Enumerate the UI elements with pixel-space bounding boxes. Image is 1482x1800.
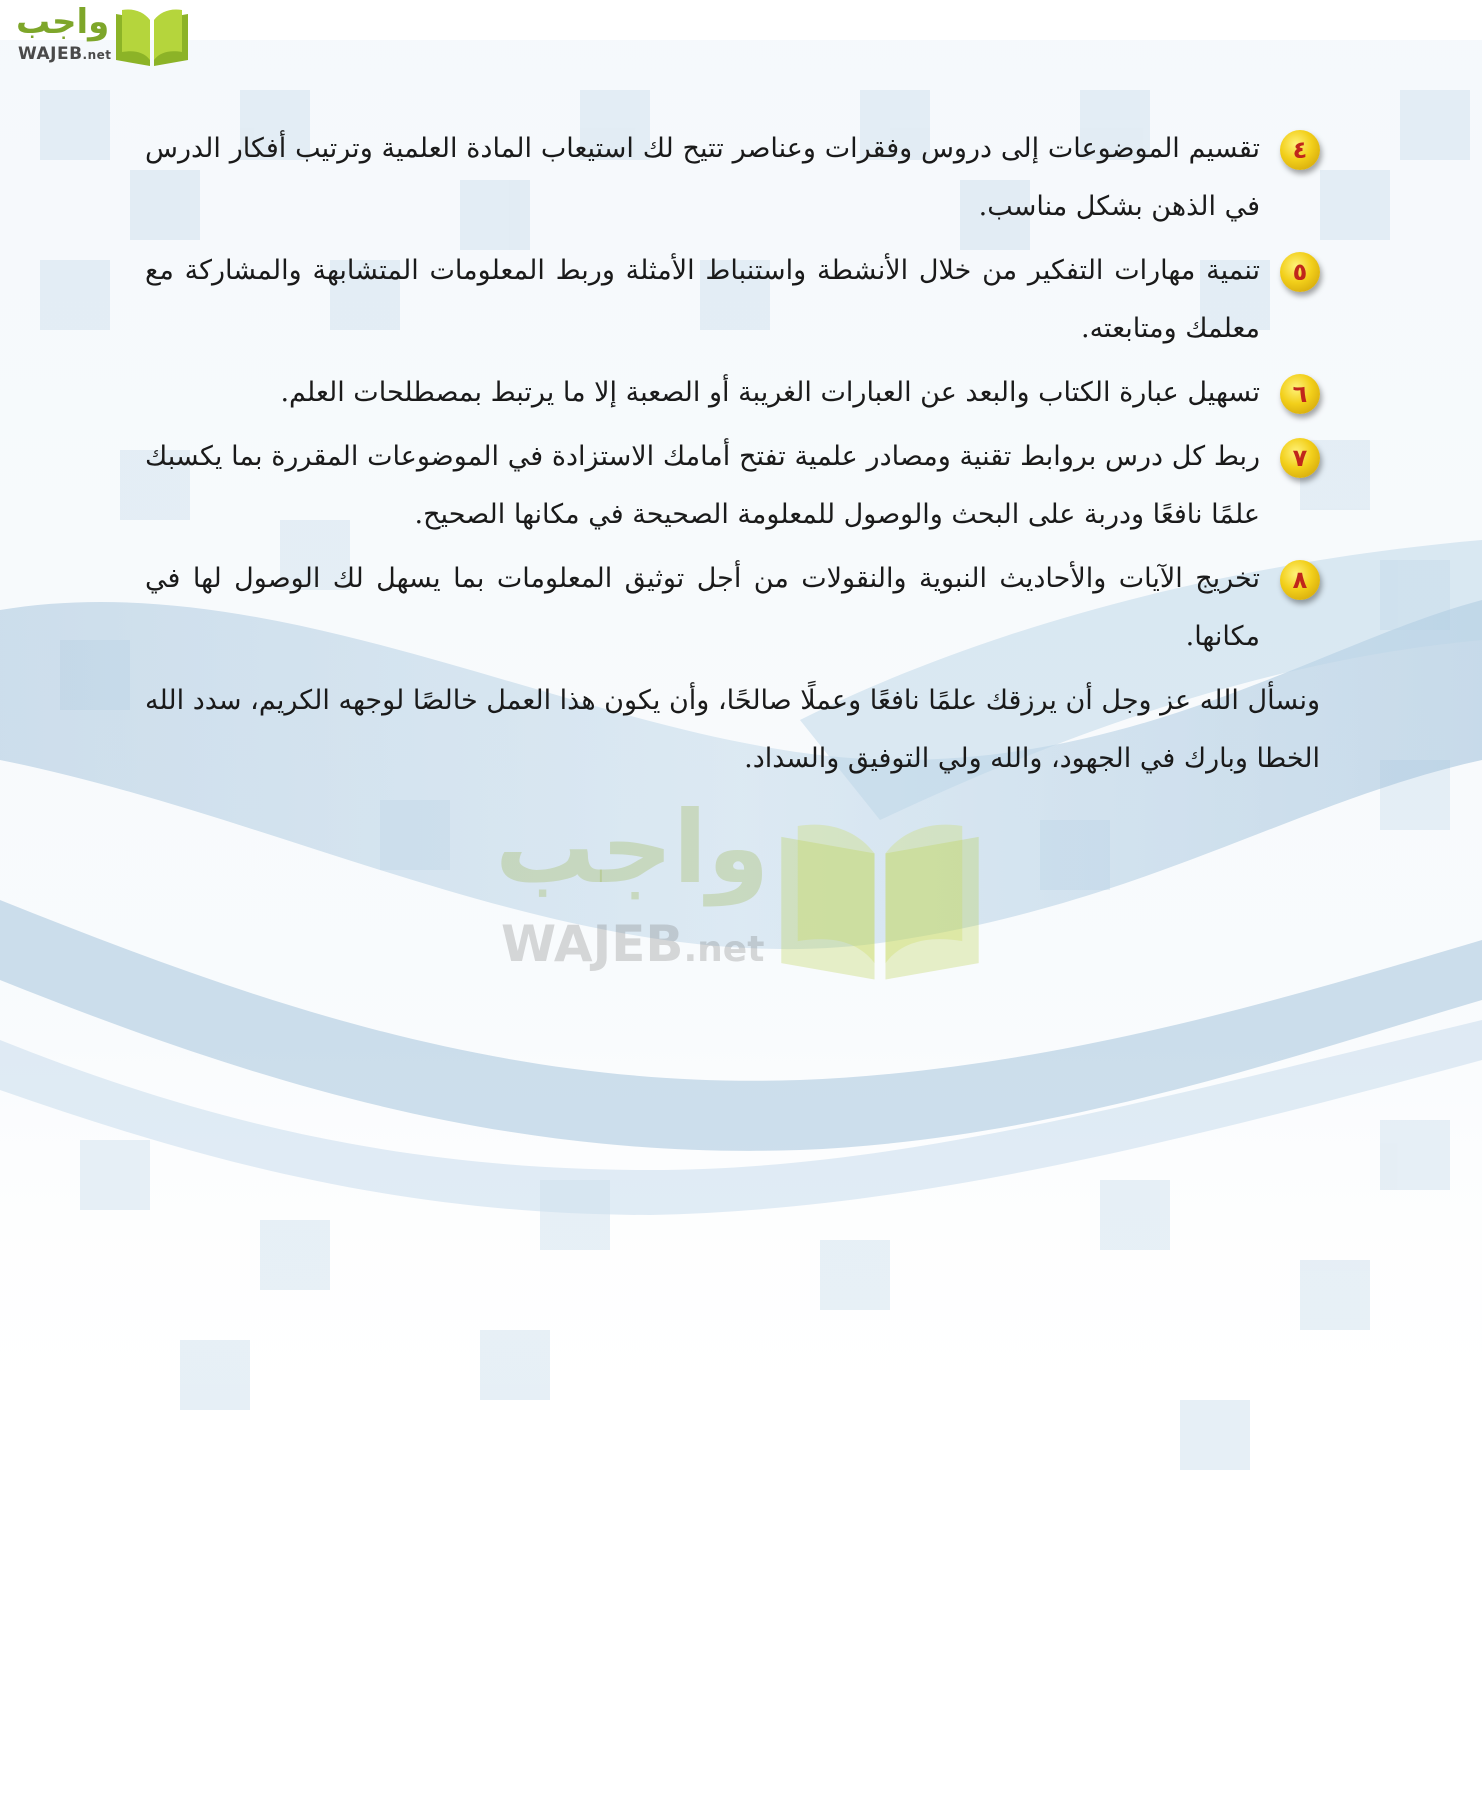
wajeb-watermark xyxy=(495,789,1000,990)
item-text: تخريج الآيات والأحاديث النبوية والنقولات من أجل توثيق المعلومات بما يسهل لك الوصول لها في مكانها. xyxy=(145,563,1260,652)
open-book-icon xyxy=(112,6,192,68)
item-number-badge: ٨ xyxy=(1280,560,1320,600)
intro-content xyxy=(145,120,1320,788)
list-item xyxy=(145,550,1320,666)
list-item xyxy=(145,364,1320,422)
logo-latin-text: WAJEB.net xyxy=(18,44,112,64)
list-item xyxy=(145,242,1320,358)
closing-paragraph: ونسأل الله عز وجل أن يرزقك علمًا نافعًا وعملًا صالحًا، وأن يكون هذا العمل خالصًا لوجهه الكريم، سدد الله الخطا وبارك في الجهود، والله ولي التوفيق والسداد. xyxy=(145,685,1320,774)
list-item xyxy=(145,428,1320,544)
item-number-badge: ٤ xyxy=(1280,130,1320,170)
open-book-icon xyxy=(765,815,995,985)
watermark-arabic-text: واجب xyxy=(495,789,770,906)
item-number-badge: ٥ xyxy=(1280,252,1320,292)
watermark-latin-text: WAJEB.net xyxy=(501,915,765,973)
item-text: تنمية مهارات التفكير من خلال الأنشطة واستنباط الأمثلة وربط المعلومات المتشابهة والمشاركة مع معلمك ومتابعته. xyxy=(145,255,1260,344)
item-text: تسهيل عبارة الكتاب والبعد عن العبارات الغريبة أو الصعبة إلا ما يرتبط بمصطلحات العلم. xyxy=(280,377,1260,408)
item-number-badge: ٦ xyxy=(1280,374,1320,414)
item-text: تقسيم الموضوعات إلى دروس وفقرات وعناصر تتيح لك استيعاب المادة العلمية وترتيب أفكار الدرس في الذهن بشكل مناسب. xyxy=(145,133,1260,222)
logo-arabic-text: واجب xyxy=(16,2,110,42)
item-number-badge: ٧ xyxy=(1280,438,1320,478)
list-item xyxy=(145,120,1320,236)
wajeb-logo[interactable] xyxy=(8,4,192,70)
item-text: ربط كل درس بروابط تقنية ومصادر علمية تفتح أمامك الاستزادة في الموضوعات المقررة بما يكسبك علمًا نافعًا ودربة على البحث والوصول للمعلومة الصحيحة في مكانها الصحيح. xyxy=(145,441,1260,530)
